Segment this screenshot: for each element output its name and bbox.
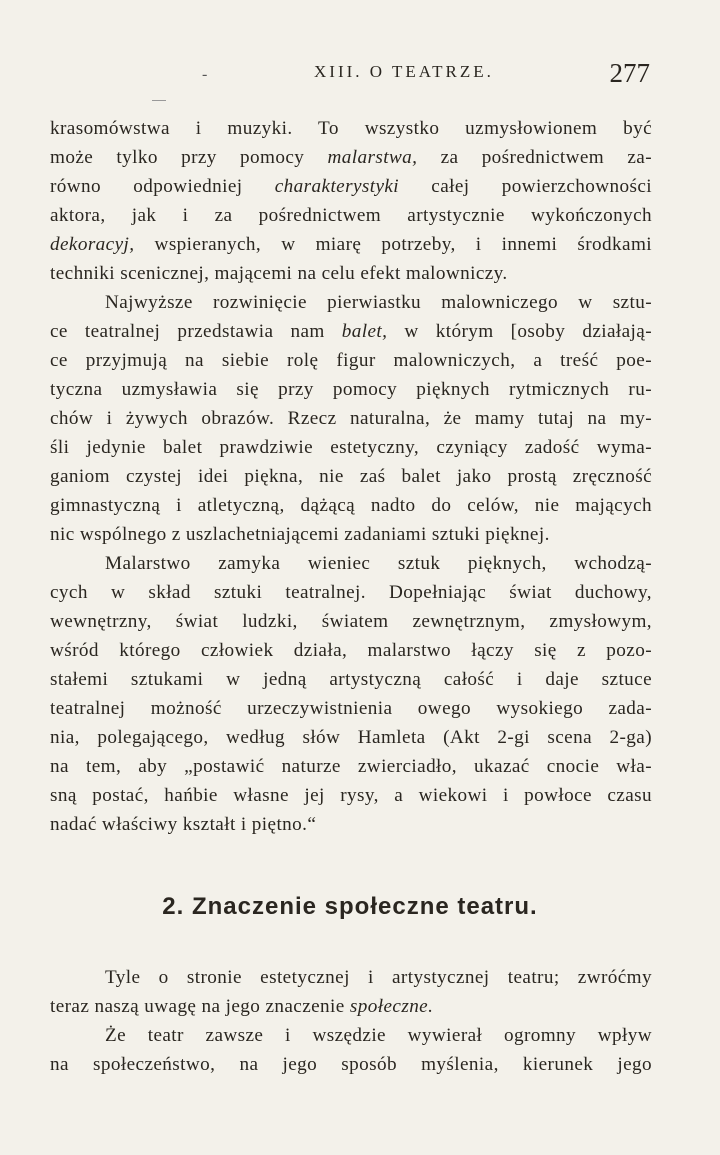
text-line: może tylko przy pomocy malarstwa, za pośrednictwem za- [50, 147, 652, 168]
text-line: Że teatr zawsze i wszędzie wywierał ogromny wpływ [105, 1025, 652, 1046]
running-header [52, 58, 650, 94]
text-line: wśród którego człowiek działa, malarstwo łączy się z pozo- [50, 640, 652, 661]
text-line: ce przyjmują na siebie rolę figur malowniczych, a treść poe- [50, 350, 652, 371]
text-line: ganiom czystej idei piękna, nie zaś balet jako prostą zręczność [50, 466, 652, 487]
text-line: Tyle o stronie estetycznej i artystycznej teatru; zwróćmy [105, 967, 652, 988]
text-line: tyczna uzmysławia się przy pomocy pięknych rytmicznych ru- [50, 379, 652, 400]
text-line: śli jedynie balet prawdziwie estetyczny, czyniący zadość wyma- [50, 437, 652, 458]
header-rule [152, 100, 166, 101]
text-line: krasomówstwa i muzyki. To wszystko uzmysłowionem być [50, 118, 652, 139]
text-line: techniki scenicznej, mającemi na celu efekt malowniczy. [50, 263, 508, 284]
text-line: chów i żywych obrazów. Rzecz naturalna, że mamy tutaj na my- [50, 408, 652, 429]
text-line: Najwyższe rozwinięcie pierwiastku malowniczego w sztu- [105, 292, 652, 313]
text-line: dekoracyj, wspieranych, w miarę potrzeby, i innemi środkami [50, 234, 652, 255]
italic-term: charakterystyki [274, 176, 400, 197]
paragraph-5 [50, 1021, 652, 1079]
text-line: wewnętrzny, świat ludzki, światem zewnętrznym, zmysłowym, [50, 611, 652, 632]
text-line: nadać właściwy kształt i piętno.“ [50, 814, 317, 835]
text-line: na społeczeństwo, na jego sposób myślenia, kierunek jego [50, 1054, 652, 1075]
text-line: teraz naszą uwagę na jego znaczenie społeczne. [50, 996, 434, 1017]
italic-term: malarstwa, [327, 147, 418, 168]
italic-term: dekoracyj, [50, 234, 135, 255]
page-number: 277 [609, 58, 650, 88]
paragraph-1 [50, 114, 652, 288]
text-line: gimnastyczną i atletyczną, dążącą nadto do celów, nie mających [50, 495, 652, 516]
text-line: nia, polegającego, według słów Hamleta (Akt 2-gi scena 2-ga) [50, 727, 652, 748]
paragraph-3 [50, 549, 652, 839]
section-heading: 2. Znaczenie społeczne teatru. [162, 893, 538, 920]
text-line: aktora, jak i za pośrednictwem artystycznie wykończonych [50, 205, 652, 226]
text-line: nic wspólnego z uszlachetniającemi zadaniami sztuki pięknej. [50, 524, 550, 545]
text-line: stałemi sztukami w jedną artystyczną całość i daje sztuce [50, 669, 652, 690]
italic-term: balet, [341, 321, 388, 342]
text-line: równo odpowiedniej charakterystyki całej powierzchowności [50, 176, 652, 197]
text-line: teatralnej możność urzeczywistnienia owego wysokiego zada- [50, 698, 652, 719]
italic-term: społeczne. [349, 996, 434, 1017]
text-line: sną postać, hańbie własne jej rysy, a wiekowi i powłoce czasu [50, 785, 652, 806]
section-text [50, 963, 652, 1079]
header-dash: - [202, 66, 208, 83]
text-line: ce teatralnej przedstawia nam balet, w którym [osoby działają- [50, 321, 652, 342]
main-text [50, 114, 652, 839]
paragraph-2 [50, 288, 652, 549]
text-line: Malarstwo zamyka wieniec sztuk pięknych, wchodzą- [105, 553, 652, 574]
text-line: na tem, aby „postawić naturze zwierciadło, ukazać cnocie wła- [50, 756, 652, 777]
chapter-title: XIII. O TEATRZE. [314, 62, 494, 81]
paragraph-4 [50, 963, 652, 1021]
text-line: cych w skład sztuki teatralnej. Dopełniając świat duchowy, [50, 582, 652, 603]
